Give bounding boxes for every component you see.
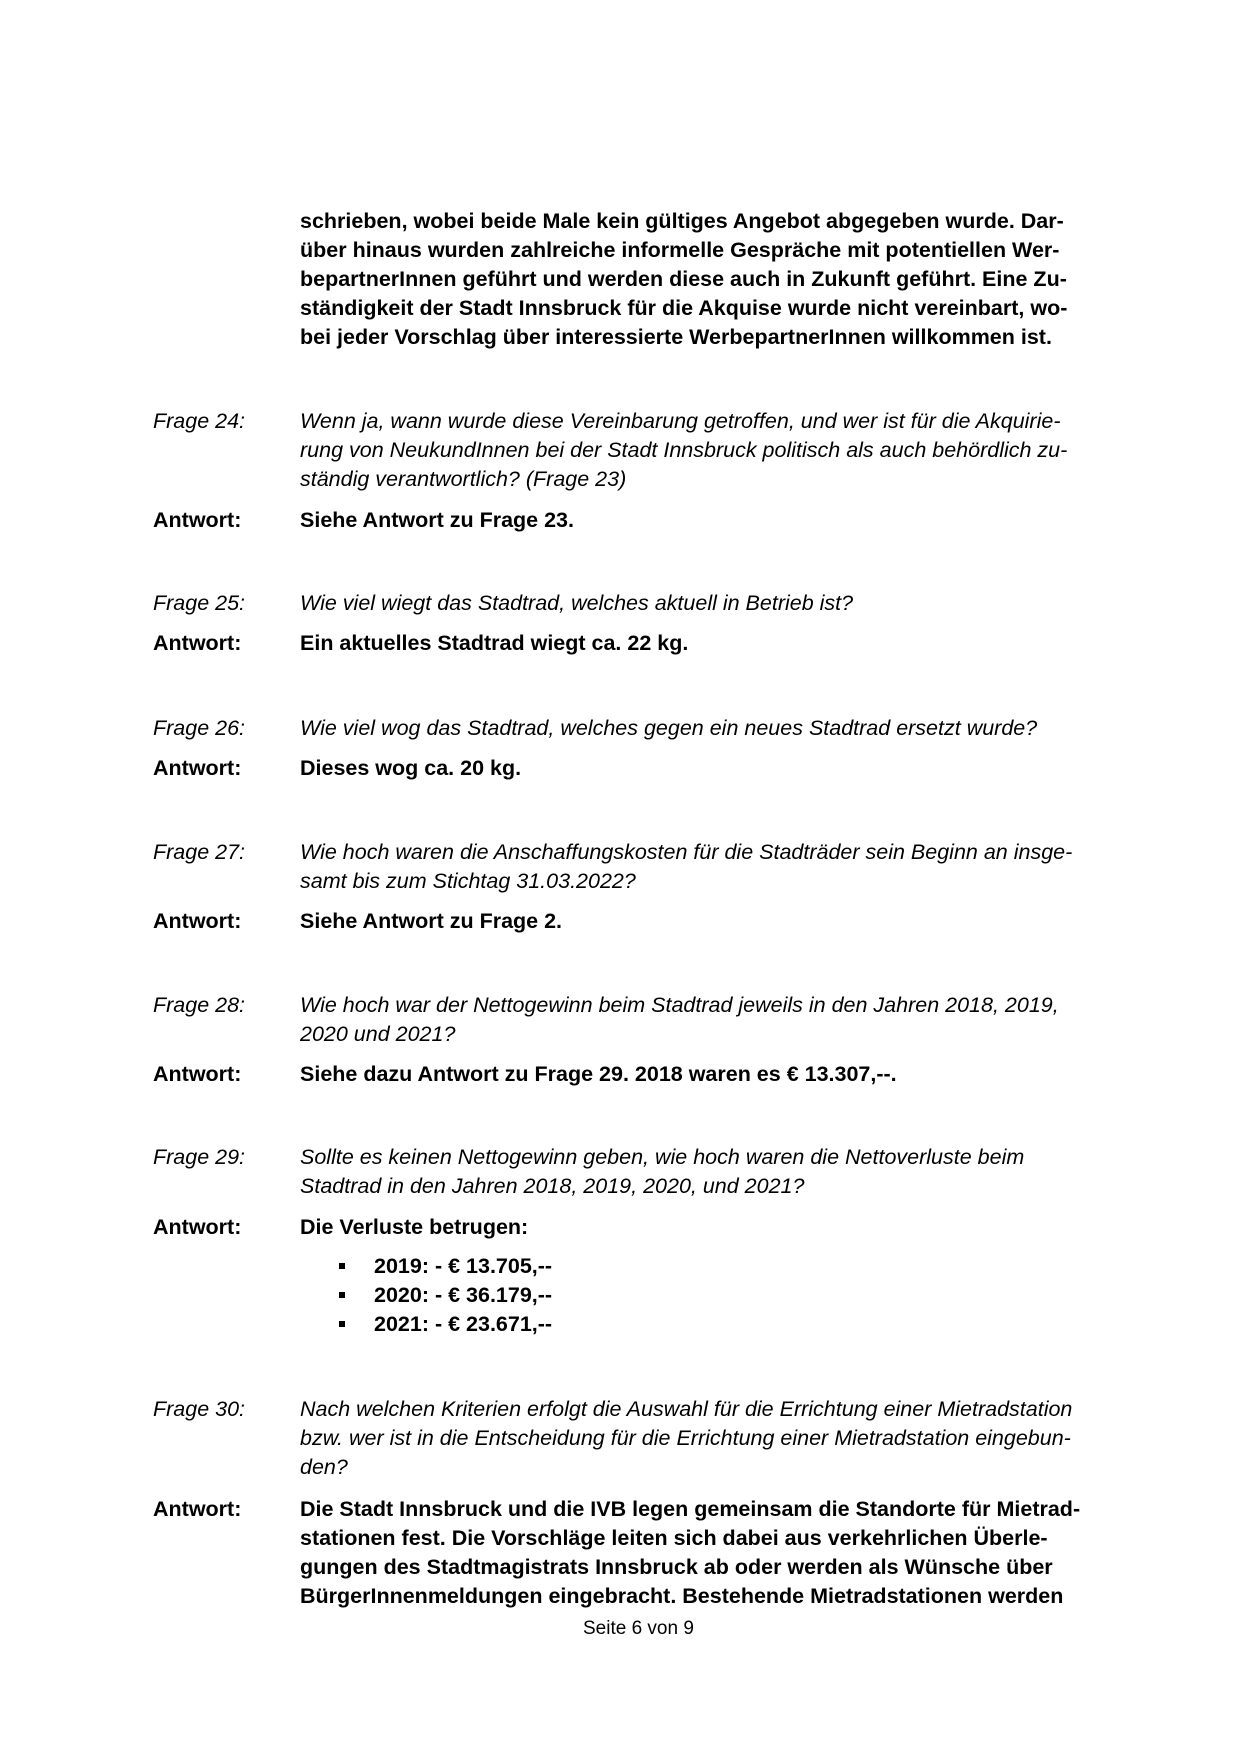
question-text: den? [300, 1455, 348, 1479]
question-label: Frage 25: [153, 591, 246, 615]
answer-text: Siehe Antwort zu Frage 23. [300, 508, 574, 532]
question-label: Frage 27: [153, 840, 246, 864]
answer-text: Siehe dazu Antwort zu Frage 29. 2018 waren es € 13.307,--. [300, 1062, 897, 1086]
answer-text: Die Verluste betrugen: [300, 1215, 529, 1239]
answer-text: Die Stadt Innsbruck und die IVB legen gemeinsam die Standorte für Mietrad- [300, 1497, 1081, 1521]
answer-text: Ein aktuelles Stadtrad wiegt ca. 22 kg. [300, 631, 689, 655]
question-label: Frage 26: [153, 716, 246, 740]
answer-text: Dieses wog ca. 20 kg. [300, 756, 522, 780]
question-label: Frage 30: [153, 1397, 246, 1421]
continuation-line: schrieben, wobei beide Male kein gültiges Angebot abgegeben wurde. Dar- [300, 209, 1064, 233]
loss-list-item: 2021: - € 23.671,-- [374, 1312, 553, 1336]
answer-text: BürgerInnenmeldungen eingebracht. Bestehende Mietradstationen werden [300, 1584, 1064, 1608]
question-text: Sollte es keinen Nettogewinn geben, wie hoch waren die Nettoverluste beim [300, 1145, 1025, 1169]
answer-label: Antwort: [153, 508, 242, 532]
loss-list-item: 2020: - € 36.179,-- [374, 1283, 553, 1307]
question-text: ständig verantwortlich? (Frage 23) [300, 467, 627, 491]
continuation-line: bepartnerInnen geführt und werden diese auch in Zukunft geführt. Eine Zu- [300, 267, 1067, 291]
square-bullet-icon [339, 1292, 345, 1298]
question-text: Wie hoch war der Nettogewinn beim Stadtrad jeweils in den Jahren 2018, 2019, [300, 993, 1059, 1017]
question-text: 2020 und 2021? [300, 1022, 456, 1046]
continuation-line: ständigkeit der Stadt Innsbruck für die Akquise wurde nicht vereinbart, wo- [300, 296, 1068, 320]
square-bullet-icon [339, 1263, 345, 1269]
page-number: Seite 6 von 9 [583, 1618, 694, 1639]
loss-list-item: 2019: - € 13.705,-- [374, 1254, 553, 1278]
answer-label: Antwort: [153, 909, 242, 933]
answer-text: gungen des Stadtmagistrats Innsbruck ab oder werden als Wünsche über [300, 1555, 1053, 1579]
question-text: rung von NeukundInnen bei der Stadt Innsbruck politisch als auch behördlich zu- [300, 438, 1068, 462]
answer-label: Antwort: [153, 1215, 242, 1239]
answer-label: Antwort: [153, 1062, 242, 1086]
question-text: Wie viel wog das Stadtrad, welches gegen ein neues Stadtrad ersetzt wurde? [300, 716, 1038, 740]
answer-text: stationen fest. Die Vorschläge leiten sich dabei aus verkehrlichen Überle- [300, 1526, 1048, 1550]
question-label: Frage 24: [153, 409, 246, 433]
square-bullet-icon [339, 1321, 345, 1327]
question-label: Frage 29: [153, 1145, 246, 1169]
answer-label: Antwort: [153, 1497, 242, 1521]
answer-label: Antwort: [153, 631, 242, 655]
question-label: Frage 28: [153, 993, 246, 1017]
question-text: Wie viel wiegt das Stadtrad, welches aktuell in Betrieb ist? [300, 591, 854, 615]
answer-text: Siehe Antwort zu Frage 2. [300, 909, 563, 933]
question-text: Stadtrad in den Jahren 2018, 2019, 2020, und 2021? [300, 1174, 805, 1198]
question-text: bzw. wer ist in die Entscheidung für die Errichtung einer Mietradstation eingebun- [300, 1426, 1071, 1450]
question-text: Nach welchen Kriterien erfolgt die Auswahl für die Errichtung einer Mietradstation [300, 1397, 1073, 1421]
continuation-line: bei jeder Vorschlag über interessierte WerbepartnerInnen willkommen ist. [300, 325, 1052, 349]
question-text: Wenn ja, wann wurde diese Vereinbarung getroffen, und wer ist für die Akquirie- [300, 409, 1061, 433]
question-text: Wie hoch waren die Anschaffungskosten für die Stadträder sein Beginn an insge- [300, 840, 1073, 864]
question-text: samt bis zum Stichtag 31.03.2022? [300, 869, 636, 893]
continuation-line: über hinaus wurden zahlreiche informelle Gespräche mit potentiellen Wer- [300, 238, 1060, 262]
answer-label: Antwort: [153, 756, 242, 780]
